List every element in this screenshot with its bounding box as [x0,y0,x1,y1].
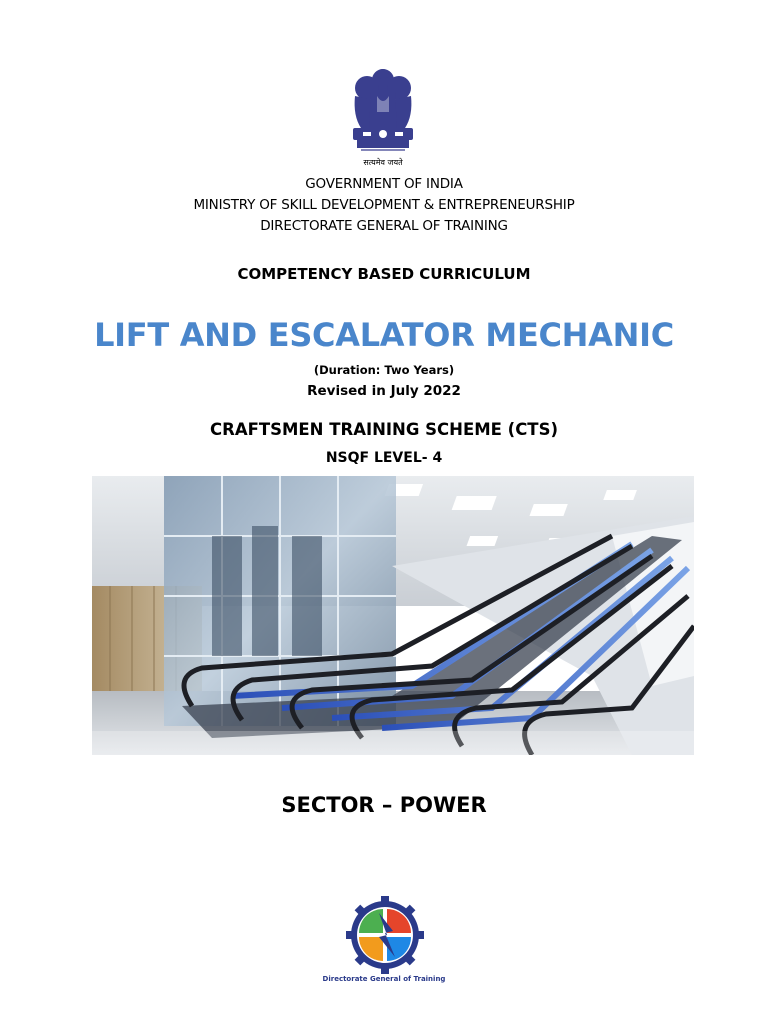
trade-title: LIFT AND ESCALATOR MECHANIC [94,316,674,354]
header-ministry: MINISTRY OF SKILL DEVELOPMENT & ENTREPRENEURSHIP [193,197,575,213]
scheme-title: CRAFTSMEN TRAINING SCHEME (CTS) [210,420,558,439]
duration-text: (Duration: Two Years) [313,363,455,377]
header-government: GOVERNMENT OF INDIA [305,176,463,192]
curriculum-label: COMPETENCY BASED CURRICULUM [237,265,531,283]
lift-escalator-photo [92,476,694,755]
revised-text: Revised in July 2022 [307,383,461,399]
header-directorate: DIRECTORATE GENERAL OF TRAINING [260,218,508,234]
dgt-logo-icon [344,895,426,987]
state-emblem-icon [343,66,423,170]
emblem-motto: सत्यमेव जयते [363,158,403,167]
nsqf-level: NSQF LEVEL- 4 [325,450,443,466]
sector-title: SECTOR – POWER [281,793,487,817]
dgt-caption: Directorate General of Training [322,975,446,983]
